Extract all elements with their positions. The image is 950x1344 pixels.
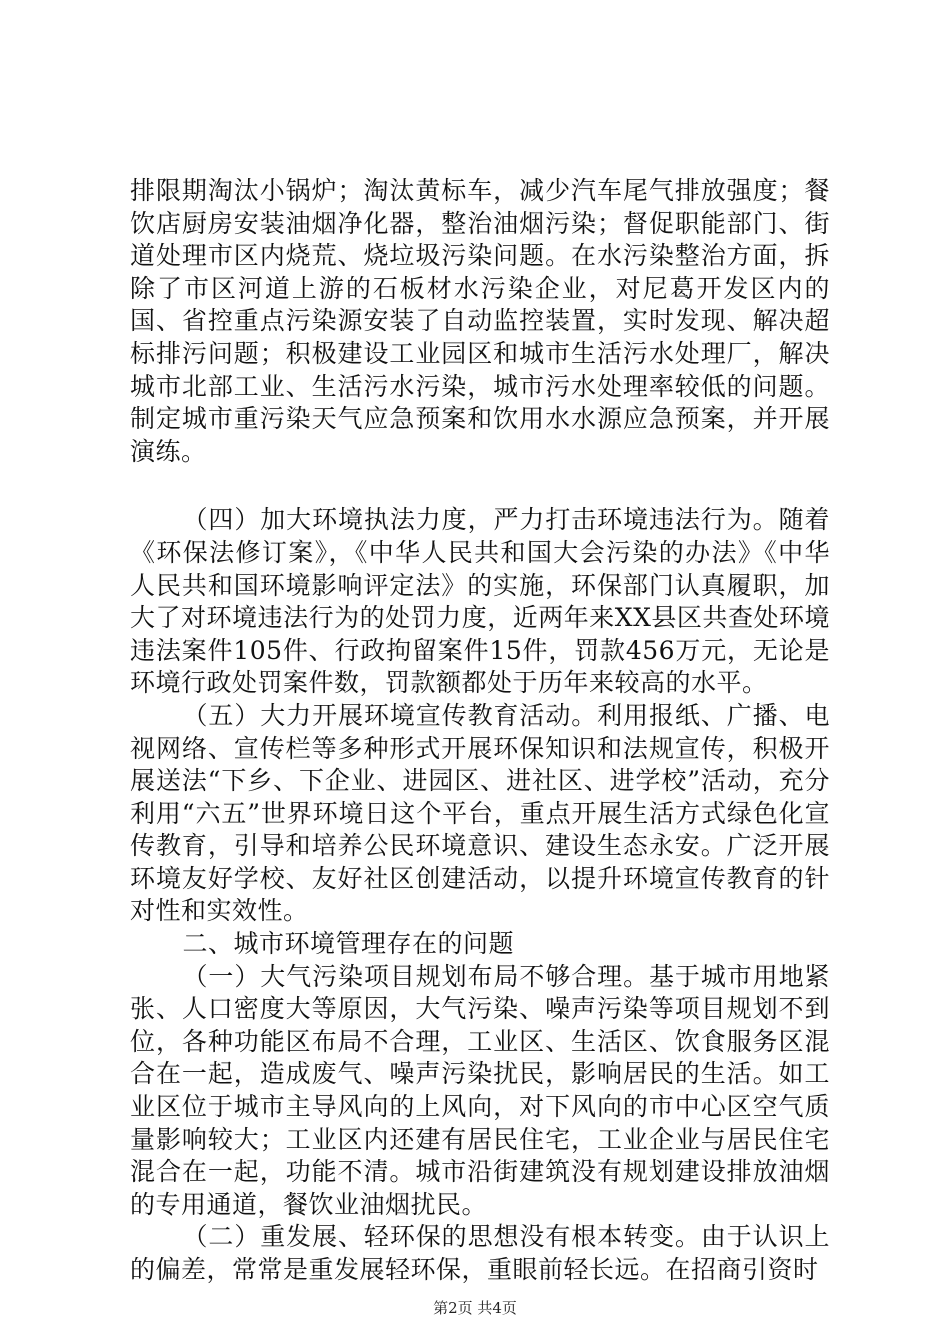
document-body (130, 175, 830, 1287)
paragraph-problem-2: （二）重发展、轻环保的思想没有根本转变。由于认识上的偏差，常常是重发展轻环保，重眼前轻长远。在招商引资时 (130, 1222, 830, 1284)
paragraph-section-4: （四）加大环境执法力度，严力打击环境违法行为。随着《环保法修订案》，《中华人民共和国大会污染的办法》《中华人民共和国环境影响评定法》的实施，环保部门认真履职，加大了对环境违法行为的处罚力度，近两年来XX县区共查处环境违法案件105件、行政拘留案件15件，罚款456万元，无论是环境行政处罚案件数，罚款额都处于历年来较高的水平。 (130, 505, 830, 698)
page-footer: 第2页 共4页 (433, 1299, 517, 1317)
paragraph-section-5: （五）大力开展环境宣传教育活动。利用报纸、广播、电视网络、宣传栏等多种形式开展环保知识和法规宣传，积极开展送法“下乡、下企业、进园区、进社区、进学校”活动，充分利用“六五”世界环境日这个平台，重点开展生活方式绿色化宣传教育，引导和培养公民环境意识、建设生态永安。广泛开展环境友好学校、友好社区创建活动，以提升环境宣传教育的针对性和实效性。 (130, 700, 830, 926)
paragraph-problem-1: （一）大气污染项目规划布局不够合理。基于城市用地紧张、人口密度大等原因，大气污染、噪声污染等项目规划不到位，各种功能区布局不合理，工业区、生活区、饮食服务区混合在一起，造成废气、噪声污染扰民，影响居民的生活。如工业区位于城市主导风向的上风向，对下风向的市中心区空气质量影响较大；工业区内还建有居民住宅，工业企业与居民住宅混合在一起，功能不清。城市沿街建筑没有规划建设排放油烟的专用通道，餐饮业油烟扰民。 (130, 961, 830, 1219)
section-heading: 二、城市环境管理存在的问题 (182, 929, 515, 959)
paragraph-continued: 排限期淘汰小锅炉；淘汰黄标车，减少汽车尾气排放强度；餐饮店厨房安装油烟净化器，整治油烟污染；督促职能部门、街道处理市区内烧荒、烧垃圾污染问题。在水污染整治方面，拆除了市区河道上游的石板材水污染企业，对尼葛开发区内的国、省控重点污染源安装了自动监控装置，实时发现、解决超标排污问题；积极建设工业园区和城市生活污水处理厂，解决城市北部工业、生活污水污染，城市污水处理率较低的问题。制定城市重污染天气应急预案和饮用水水源应急预案，并开展演练。 (130, 176, 830, 466)
